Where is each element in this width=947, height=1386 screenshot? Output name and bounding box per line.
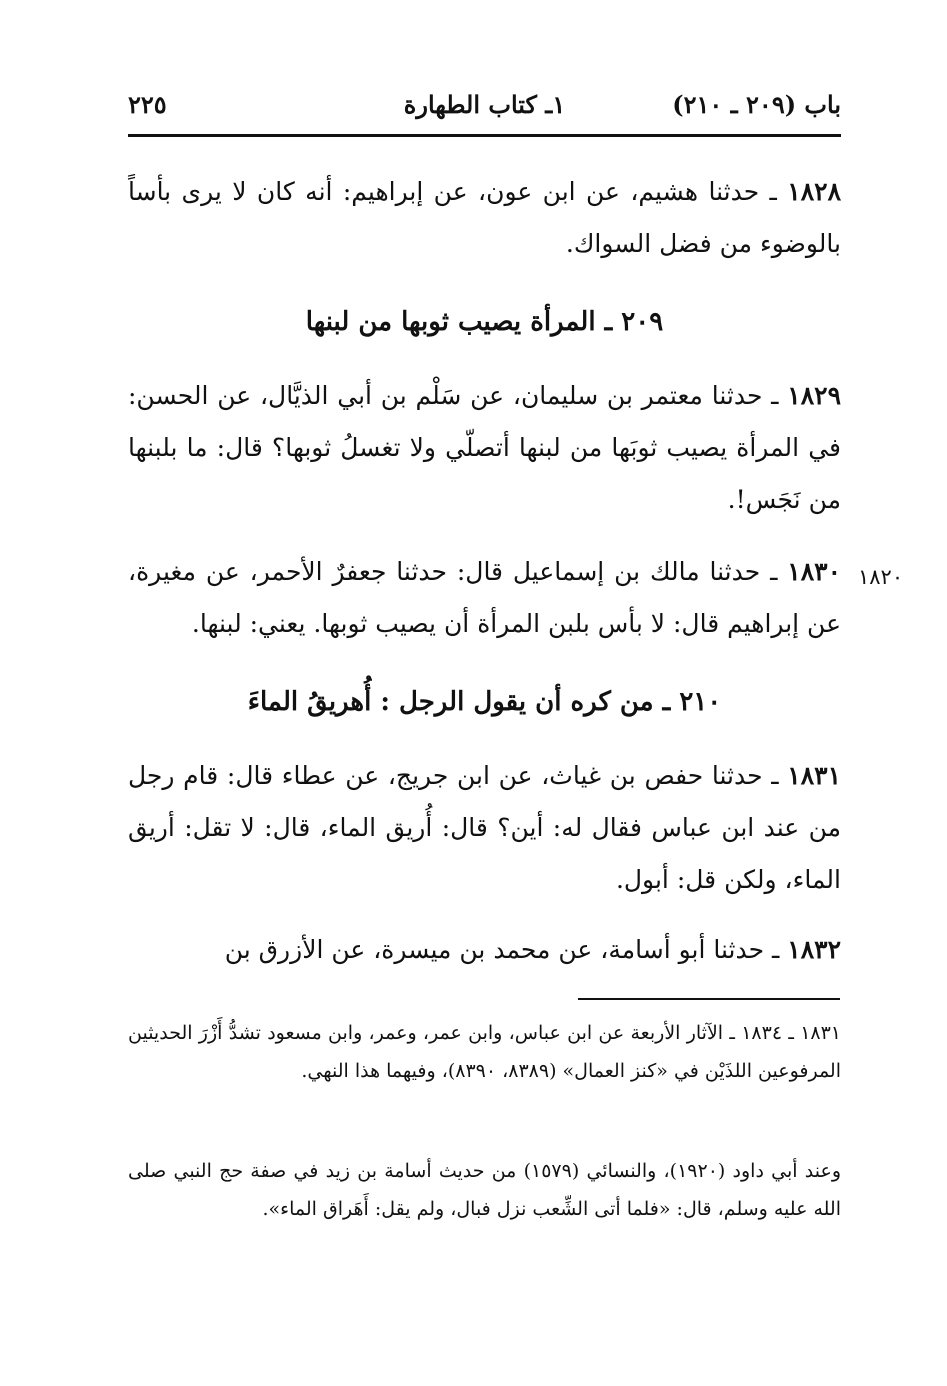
chapter-heading-209: ٢٠٩ ـ المرأة يصيب ثوبها من لبنها bbox=[305, 307, 664, 337]
hadith-text: ـ حدثنا أبو أسامة، عن محمد بن ميسرة، عن الأزرق بن bbox=[224, 935, 788, 964]
hadith-1828 bbox=[128, 166, 841, 270]
hadith-1829 bbox=[128, 370, 841, 526]
hadith-1831 bbox=[128, 750, 841, 906]
hadith-text: ـ حدثنا مالك بن إسماعيل قال: حدثنا جعفرٌ الأحمر، عن مغيرة، عن إبراهيم قال: لا بأس بلبن المرأة أن يصيب ثوبها. يعني: لبنها. bbox=[128, 557, 841, 638]
header-book-title: ١ـ كتاب الطهارة bbox=[403, 90, 566, 119]
hadith-text: ـ حدثنا هشيم، عن ابن عون، عن إبراهيم: أنه كان لا يرى بأساً بالوضوء من فضل السواك. bbox=[128, 177, 841, 258]
hadith-1830 bbox=[128, 546, 841, 650]
header-rule bbox=[128, 134, 841, 137]
hadith-number: ١٨٣٠ bbox=[787, 557, 841, 586]
hadith-number: ١٨٢٨ bbox=[787, 177, 841, 206]
hadith-number: ١٨٣٢ bbox=[787, 935, 841, 964]
footnote-2: وعند أبي داود (١٩٢٠)، والنسائي (١٥٧٩) من حديث أسامة بن زيد في صفة حج النبي صلى الله عليه وسلم، قال: «فلما أتى الشِّعب نزل فبال، ولم يقل: أَهَراق الماء». bbox=[128, 1160, 841, 1220]
hadith-number: ١٨٢٩ bbox=[787, 381, 841, 410]
running-header bbox=[128, 88, 841, 128]
hadith-1832 bbox=[128, 924, 841, 976]
hadith-text: ـ حدثنا حفص بن غياث، عن ابن جريج، عن عطاء قال: قام رجل من عند ابن عباس فقال له: أين؟ قال: أُريق الماء، قال: لا تقل: أريق الماء، ولكن قل: أبول. bbox=[128, 761, 841, 894]
header-chapter: باب (٢٠٩ ـ ٢١٠) bbox=[672, 90, 841, 119]
footnote-rule bbox=[578, 998, 840, 1000]
footnote-1: ١٨٣١ ـ ١٨٣٤ ـ الآثار الأربعة عن ابن عباس، وابن عمر، وعمر، وابن مسعود تشدُّ أَزْرَ الحديثين المرفوعين اللذَيْن في «كنز العمال» (٨٣٨٩، ٨٣٩٠)، وفيهما هذا النهي. bbox=[128, 1022, 842, 1082]
hadith-number: ١٨٣١ bbox=[787, 761, 841, 790]
hadith-text: ـ حدثنا معتمر بن سليمان، عن سَلْم بن أبي الذيَّال، عن الحسن: في المرأة يصيب ثوبَها من لبنها أتصلّي ولا تغسلُ ثوبها؟ قال: ما بلبنها من نَجَس!. bbox=[128, 381, 841, 514]
page-number: ٢٢٥ bbox=[128, 90, 167, 119]
chapter-heading-210: ٢١٠ ـ من كره أن يقول الرجل : أُهريقُ الماءَ bbox=[247, 687, 722, 717]
margin-reference-number: ١٨٢٠ bbox=[858, 565, 904, 589]
